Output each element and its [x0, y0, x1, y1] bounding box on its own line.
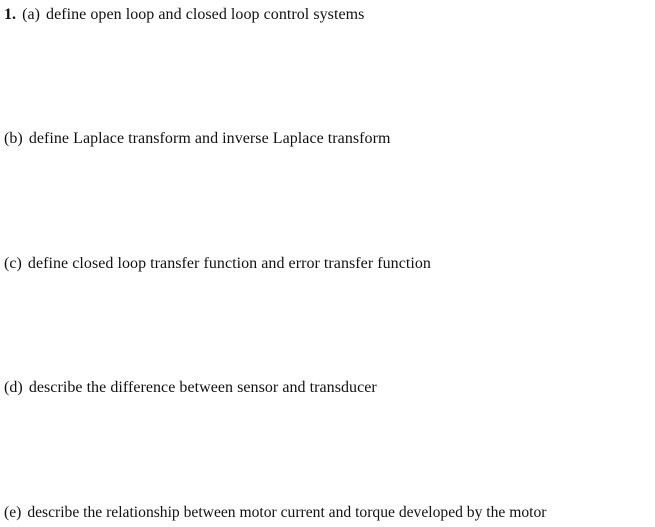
part-text-b: define Laplace transform and inverse Laplace transform [28, 130, 391, 147]
question-part-a [4, 5, 364, 25]
part-text-e: describe the relationship between motor current and torque developed by the motor [27, 504, 547, 521]
part-label-d: (d) [4, 379, 23, 396]
part-text-a: define open loop and closed loop control systems [46, 6, 365, 23]
question-part-d [4, 378, 377, 398]
question-part-c [4, 254, 431, 274]
question-part-b [4, 129, 390, 149]
question-number: 1. [4, 6, 17, 23]
part-label-b: (b) [4, 130, 23, 147]
part-text-d: describe the difference between sensor and transducer [28, 379, 377, 396]
part-label-a: (a) [22, 6, 41, 23]
part-label-e: (e) [4, 504, 22, 521]
question-part-e [4, 503, 547, 523]
part-label-c: (c) [4, 255, 22, 272]
part-text-c: define closed loop transfer function and error transfer function [27, 255, 431, 272]
